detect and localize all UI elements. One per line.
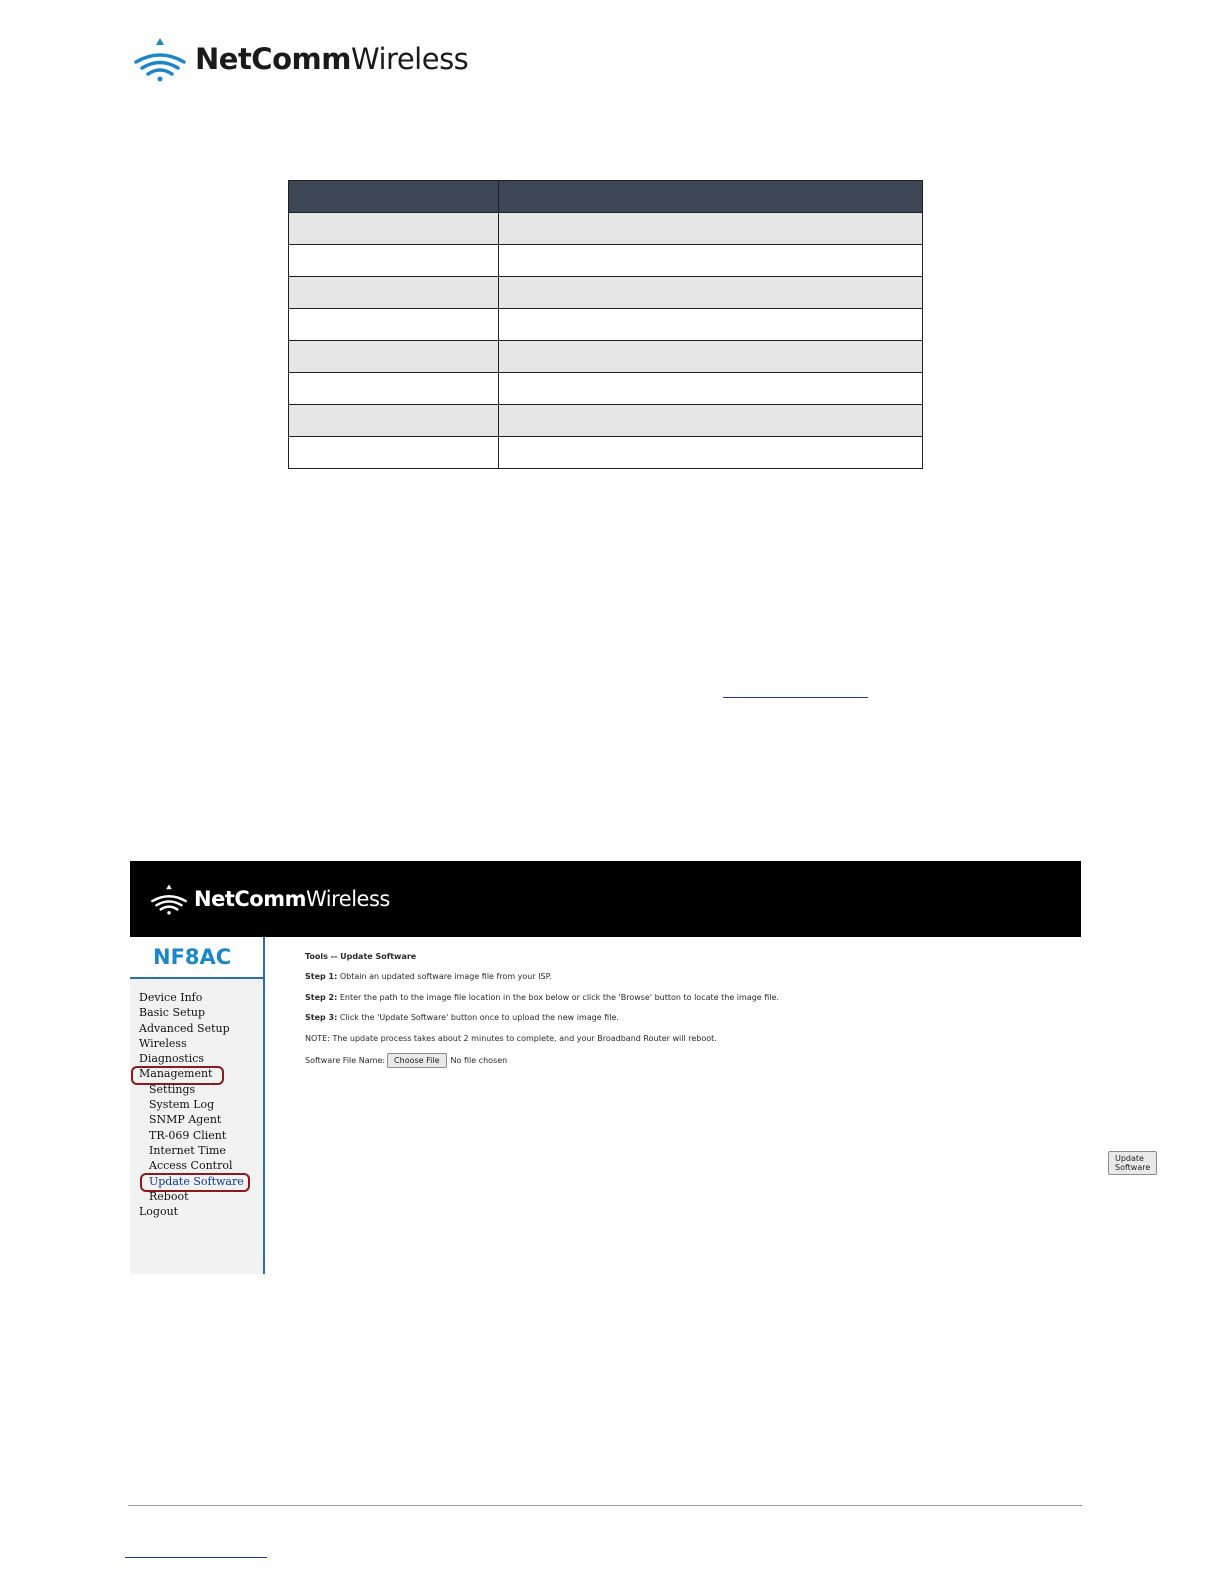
note-text: NOTE: The update process takes about 2 minutes to complete, and your Broadband Router will reboot. <box>305 1033 717 1043</box>
brand-name-light: Wireless <box>350 42 469 76</box>
table-cell <box>289 373 499 405</box>
table-row <box>289 341 923 373</box>
file-picker-row <box>305 1053 779 1068</box>
management-highlight-ring <box>131 1066 224 1085</box>
table-cell <box>499 437 923 469</box>
table-cell <box>289 341 499 373</box>
update-software-button[interactable]: Update Software <box>1108 1151 1157 1175</box>
file-status-text: No file chosen <box>450 1055 508 1065</box>
table-cell <box>289 213 499 245</box>
sidebar <box>130 937 265 1274</box>
router-brand-bold: NetComm <box>194 887 306 911</box>
table-cell <box>499 405 923 437</box>
brand-name-bold: NetComm <box>195 42 351 76</box>
step-3-label: Step 3: <box>305 1013 338 1023</box>
step-2 <box>305 992 779 1012</box>
hyperlink-underline[interactable] <box>723 697 868 698</box>
sidebar-item-wireless[interactable]: Wireless <box>139 1036 187 1050</box>
table-header-cell <box>289 181 499 213</box>
table-row <box>289 277 923 309</box>
update-software-highlight-ring <box>140 1173 250 1192</box>
table-row <box>289 213 923 245</box>
table-cell <box>289 245 499 277</box>
sidebar-item-update-software[interactable]: Update Software <box>149 1174 244 1188</box>
sidebar-item-advanced-setup[interactable]: Advanced Setup <box>139 1021 230 1035</box>
table-cell <box>289 405 499 437</box>
sidebar-item-snmp-agent[interactable]: SNMP Agent <box>149 1113 222 1127</box>
footer-hyperlink-underline[interactable] <box>125 1557 267 1558</box>
table-row <box>289 309 923 341</box>
table-cell <box>499 277 923 309</box>
model-name-box <box>130 937 263 979</box>
sidebar-item-tr069-client[interactable]: TR-069 Client <box>149 1128 227 1142</box>
table-cell <box>289 277 499 309</box>
choose-file-button[interactable]: Choose File <box>387 1053 446 1068</box>
router-header <box>130 861 1081 937</box>
table-row <box>289 437 923 469</box>
sidebar-item-management[interactable]: Management <box>139 1067 213 1081</box>
router-logo <box>150 883 390 915</box>
file-name-label: Software File Name: <box>305 1055 386 1065</box>
step-1-text: Obtain an updated software image file from your ISP. <box>339 972 552 982</box>
step-1 <box>305 971 779 991</box>
table-row <box>289 245 923 277</box>
router-ui-screenshot <box>130 861 1151 1274</box>
sidebar-item-basic-setup[interactable]: Basic Setup <box>139 1006 206 1020</box>
table-cell <box>499 213 923 245</box>
sidebar-item-reboot[interactable]: Reboot <box>149 1189 189 1203</box>
sidebar-item-settings[interactable]: Settings <box>149 1082 196 1096</box>
step-2-label: Step 2: <box>305 992 338 1002</box>
step-3 <box>305 1012 779 1032</box>
parameter-table <box>288 180 923 469</box>
table-cell <box>499 245 923 277</box>
sidebar-item-internet-time[interactable]: Internet Time <box>149 1143 226 1157</box>
step-2-text: Enter the path to the image file location in the box below or click the 'Browse' button to locate the image file. <box>339 992 779 1002</box>
update-software-form <box>305 951 779 1068</box>
table-header-cell <box>499 181 923 213</box>
footer-divider <box>128 1505 1082 1506</box>
router-brand-name <box>194 887 390 911</box>
router-brand-light: Wireless <box>305 887 390 911</box>
model-name: NF8AC <box>153 945 232 969</box>
sidebar-item-system-log[interactable]: System Log <box>149 1098 215 1112</box>
table-cell <box>499 373 923 405</box>
table-row <box>289 405 923 437</box>
wifi-logo-icon <box>150 883 188 915</box>
table-cell <box>289 437 499 469</box>
sidebar-item-access-control[interactable]: Access Control <box>149 1159 233 1173</box>
sidebar-item-diagnostics[interactable]: Diagnostics <box>139 1052 205 1066</box>
netcomm-logo <box>133 36 468 82</box>
sidebar-item-logout[interactable]: Logout <box>139 1205 179 1219</box>
table-row <box>289 373 923 405</box>
sidebar-item-device-info[interactable]: Device Info <box>139 991 203 1004</box>
step-3-text: Click the 'Update Software' button once to upload the new image file. <box>339 1013 619 1023</box>
table-cell <box>499 309 923 341</box>
brand-name <box>195 42 468 76</box>
page-title: Tools -- Update Software <box>305 952 417 961</box>
step-1-label: Step 1: <box>305 972 338 982</box>
table-cell <box>499 341 923 373</box>
main-content <box>265 937 1151 1274</box>
table-header-row <box>289 181 923 213</box>
wifi-logo-icon <box>133 36 187 82</box>
table-cell <box>289 309 499 341</box>
